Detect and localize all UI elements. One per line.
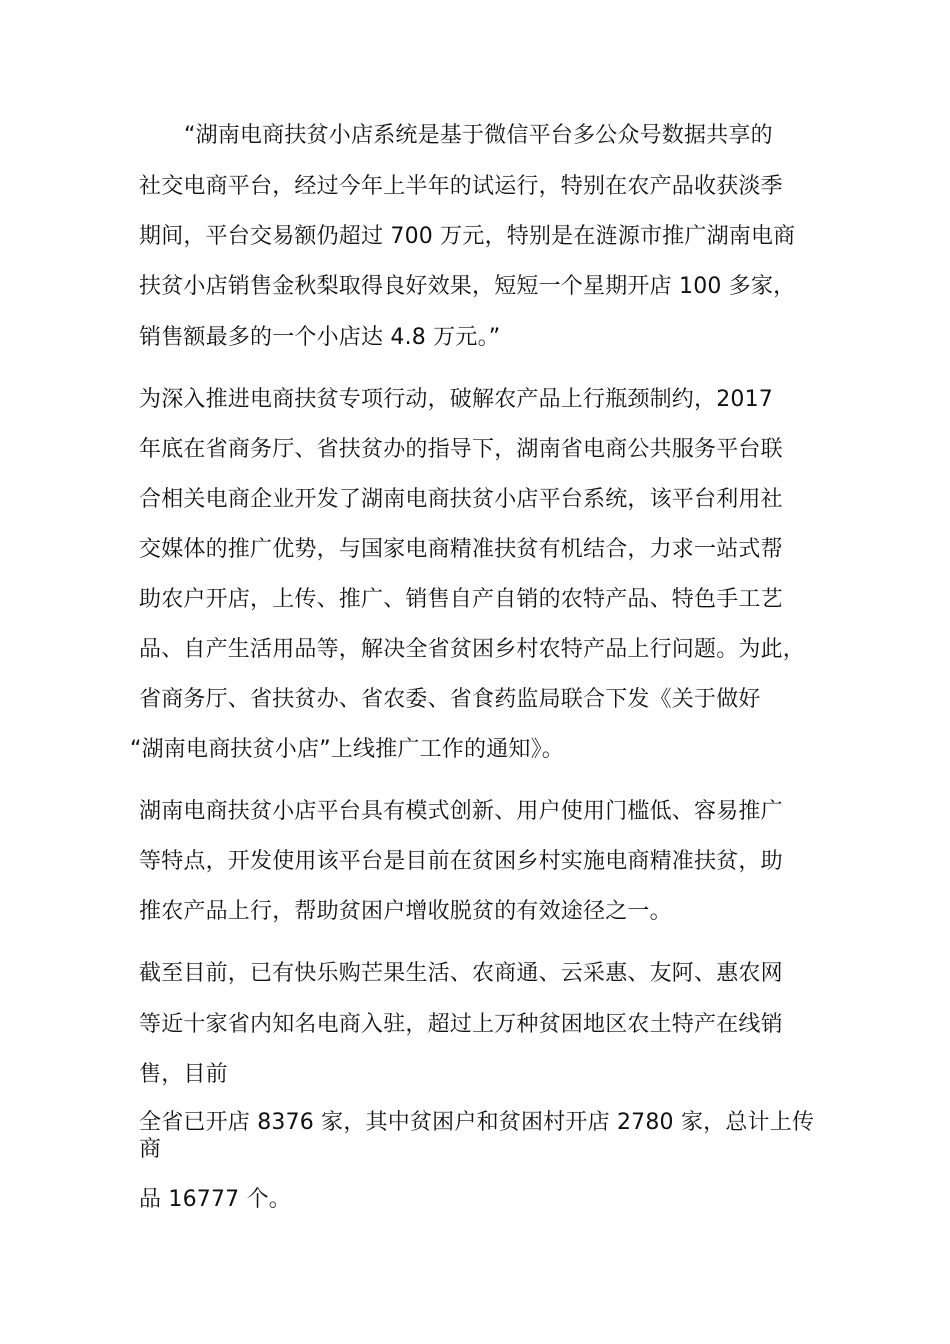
paragraph-2-line-7: 省商务厅、省扶贫办、省农委、省食药监局联合下发《关于做好 [139,687,761,712]
paragraph-1-line-5: 销售额最多的一个小店达 4.8 万元。” [139,325,501,350]
paragraph-2-line-6: 品、自产生活用品等，解决全省贫困乡村农特产品上行问题。为此， [139,637,806,662]
paragraph-2-line-2: 年底在省商务厅、省扶贫办的指导下，湖南省电商公共服务平台联 [139,437,783,462]
paragraph-4-line-2: 等近十家省内知名电商入驻，超过上万种贫困地区农土特产在线销 [139,1012,783,1037]
paragraph-1-line-4: 扶贫小店销售金秋梨取得良好效果，短短一个星期开店 100 多家， [139,274,796,299]
paragraph-3-line-3: 推农产品上行，帮助贫困户增收脱贫的有效途径之一。 [139,899,672,924]
paragraph-5-line-1: 全省已开店 8376 家，其中贫困户和贫困村开店 2780 家，总计上传 [139,1110,815,1135]
paragraph-3-line-1: 湖南电商扶贫小店平台具有模式创新、用户使用门槛低、容易推广 [139,799,783,824]
paragraph-4-line-1: 截至目前，已有快乐购芒果生活、农商通、云采惠、友阿、惠农网 [139,961,783,986]
paragraph-2-line-1: 为深入推进电商扶贫专项行动，破解农产品上行瓶颈制约，2017 [139,387,773,412]
paragraph-2-line-3: 合相关电商企业开发了湖南电商扶贫小店平台系统，该平台利用社 [139,487,783,512]
paragraph-1-line-1: “湖南电商扶贫小店系统是基于微信平台多公众号数据共享的 [184,123,773,148]
paragraph-6-line-1: 品 16777 个。 [139,1187,291,1212]
paragraph-1-line-2: 社交电商平台，经过今年上半年的试运行，特别在农产品收获淡季 [139,174,783,199]
paragraph-3-line-2: 等特点，开发使用该平台是目前在贫困乡村实施电商精准扶贫，助 [139,849,783,874]
paragraph-5-line-2: 商 [139,1137,162,1162]
paragraph-1-line-3: 期间，平台交易额仍超过 700 万元，特别是在涟源市推广湖南电商 [139,224,796,249]
paragraph-2-line-8: “湖南电商扶贫小店”上线推广工作的通知》。 [130,737,564,762]
paragraph-2-line-5: 助农户开店，上传、推广、销售自产自销的农特产品、特色手工艺 [139,587,783,612]
paragraph-2-line-4: 交媒体的推广优势，与国家电商精准扶贫有机结合，力求一站式帮 [139,537,783,562]
paragraph-4-line-3: 售，目前 [139,1062,228,1087]
